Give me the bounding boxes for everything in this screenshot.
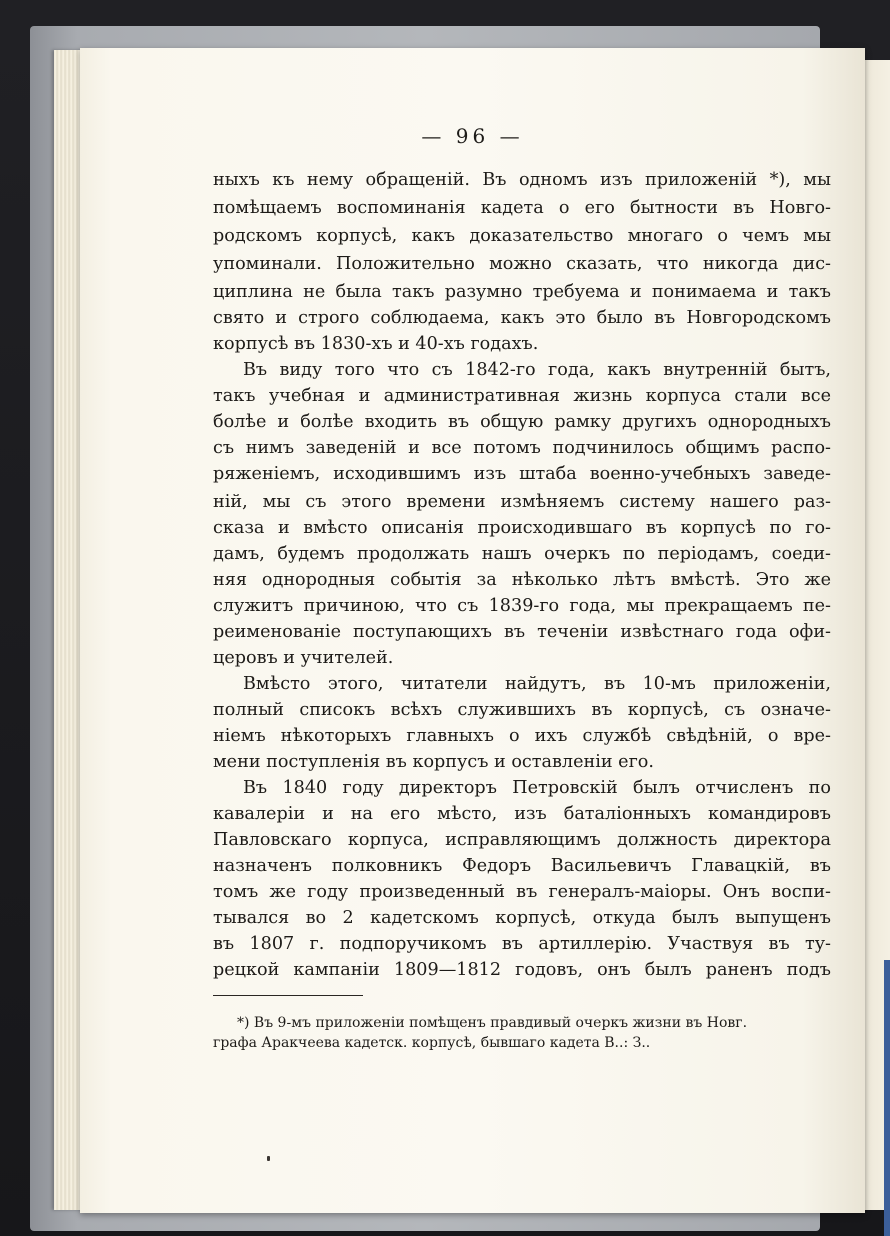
- blue-board-strip: [884, 960, 890, 1236]
- body-text-line: болѣе и болѣе входить въ общую рамку другихъ однородныхъ: [213, 412, 831, 432]
- body-text-line: реименованіе поступающихъ въ теченіи извѣстнаго года офи-: [213, 622, 831, 642]
- page-number: — 96 —: [421, 124, 524, 148]
- body-text-line: ряженіемъ, исходившимъ изъ штаба военно-учебныхъ заведе-: [213, 464, 831, 484]
- body-text-line: церовъ и учителей.: [213, 648, 394, 668]
- body-text-line: ныхъ къ нему обращеній. Въ одномъ изъ приложеній *), мы: [213, 170, 831, 190]
- body-text-line: циплина не была такъ разумно требуема и понимаема и такъ: [213, 282, 831, 302]
- body-text-line: такъ учебная и административная жизнь корпуса стали все: [213, 386, 831, 406]
- body-text-line: дамъ, будемъ продолжать нашъ очеркъ по періодамъ, соеди-: [213, 544, 831, 564]
- footnote-line: графа Аракчеева кадетск. корпусѣ, бывшаго кадета В..: З..: [213, 1035, 651, 1051]
- footnote-line: *) Въ 9-мъ приложеніи помѣщенъ правдивый очеркъ жизни въ Новг.: [237, 1015, 748, 1031]
- body-text-line: родскомъ корпусѣ, какъ доказательство многаго о чемъ мы: [213, 226, 831, 246]
- body-text-line: назначенъ полковникъ Федоръ Васильевичъ Главацкій, въ: [213, 856, 831, 876]
- body-text-line: свято и строго соблюдаема, какъ это было въ Новгородскомъ: [213, 308, 831, 328]
- body-text-line: полный списокъ всѣхъ служившихъ въ корпусѣ, съ означе-: [213, 700, 831, 720]
- body-text-line: Вмѣсто этого, читатели найдутъ, въ 10-мъ приложеніи,: [243, 674, 831, 694]
- body-text-line: упоминали. Положительно можно сказать, что никогда дис-: [213, 254, 831, 274]
- body-text-line: служитъ причиною, что съ 1839-го года, мы прекращаемъ пе-: [213, 596, 831, 616]
- body-text-line: Павловскаго корпуса, исправляющимъ должность директора: [213, 830, 831, 850]
- body-text-line: въ 1807 г. подпоручикомъ въ артиллерію. Участвуя въ ту-: [213, 934, 831, 954]
- body-text-line: помѣщаемъ воспоминанія кадета о его бытности въ Новго-: [213, 198, 831, 218]
- body-text-line: корпусѣ въ 1830-хъ и 40-хъ годахъ.: [213, 334, 539, 354]
- body-text-line: Въ 1840 году директоръ Петровскій былъ отчисленъ по: [243, 778, 831, 798]
- body-text-line: няя однородныя событія за нѣколько лѣтъ вмѣстѣ. Это же: [213, 570, 831, 590]
- body-text-line: тывался во 2 кадетскомъ корпусѣ, откуда былъ выпущенъ: [213, 908, 831, 928]
- body-text-line: съ нимъ заведеній и все потомъ подчинилось общимъ распо-: [213, 438, 831, 458]
- body-text-line: сказа и вмѣсто описанія происходившаго въ корпусѣ по го-: [213, 518, 831, 538]
- body-text-line: кавалеріи и на его мѣсто, изъ баталіонныхъ командировъ: [213, 804, 831, 824]
- body-text-line: томъ же году произведенный въ генералъ-маіоры. Онъ воспи-: [213, 882, 831, 902]
- print-mark: [267, 1156, 270, 1161]
- body-text-line: ній, мы съ этого времени измѣняемъ систему нашего раз-: [213, 492, 831, 512]
- body-text-line: мени поступленія въ корпусъ и оставленіи его.: [213, 752, 654, 772]
- body-text-line: ніемъ нѣкоторыхъ главныхъ о ихъ службѣ свѣдѣній, о вре-: [213, 726, 831, 746]
- footnote-rule: [213, 995, 363, 996]
- book-page: [80, 48, 865, 1213]
- body-text-line: рецкой кампаніи 1809—1812 годовъ, онъ былъ раненъ подъ: [213, 960, 831, 980]
- body-text-line: Въ виду того что съ 1842-го года, какъ внутренній бытъ,: [243, 360, 831, 380]
